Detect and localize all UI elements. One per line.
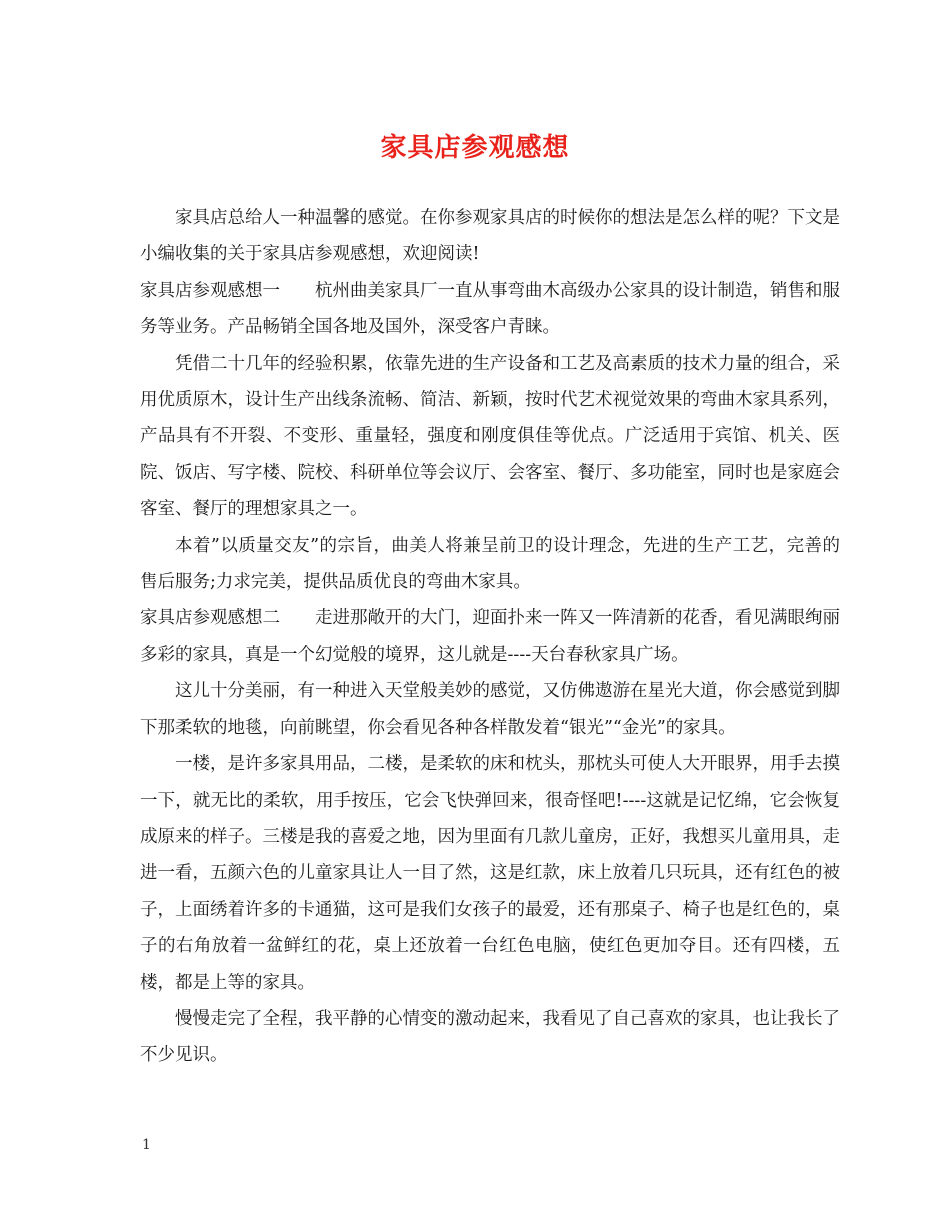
document-body [140,200,840,1074]
body-paragraph: 一楼，是许多家具用品，二楼，是柔软的床和枕头，那枕头可使人大开眼界，用手去摸一下，就无比的柔软，用手按压，它会飞快弹回来，很奇怪吧!----这就是记忆绵，它会恢复成原来的样子。三楼是我的喜爱之地，因为里面有几款儿童房，正好，我想买儿童用具，走进一看，五颜六色的儿童家具让人一目了然，这是红款，床上放着几只玩具，还有红色的被子，上面绣着许多的卡通猫，这可是我们女孩子的最爱，还有那桌子、椅子也是红色的，桌子的右角放着一盆鲜红的花，桌上还放着一台红色电脑，使红色更加夺目。还有四楼，五楼，都是上等的家具。 [140,754,840,993]
section-two-paragraph: 家具店参观感想二 走进那敞开的大门，迎面扑来一阵又一阵清新的花香，看见满眼绚丽多彩的家具，真是一个幻觉般的境界，这儿就是----天台春秋家具广场。 [140,608,840,665]
page-number: 1 [142,1137,151,1153]
section-one-paragraph: 家具店参观感想一 杭州曲美家具厂一直从事弯曲木高级办公家具的设计制造，销售和服务等业务。产品畅销全国各地及国外，深受客户青睐。 [140,280,840,338]
closing-paragraph: 慢慢走完了全程，我平静的心情变的激动起来，我看见了自己喜欢的家具，也让我长了不少见识。 [140,1008,840,1066]
body-paragraph: 本着”以质量交友”的宗旨，曲美人将兼呈前卫的设计理念，先进的生产工艺，完善的售后服务;力求完美，提供品质优良的弯曲木家具。 [140,535,840,593]
body-paragraph: 凭借二十几年的经验积累，依靠先进的生产设备和工艺及高素质的技术力量的组合，采用优质原木，设计生产出线条流畅、简洁、新颖，按时代艺术视觉效果的弯曲木家具系列，产品具有不开裂、不变形、重量轻，强度和刚度俱佳等优点。广泛适用于宾馆、机关、医院、饭店、写字楼、院校、科研单位等会议厅、会客室、餐厅、多功能室，同时也是家庭会客室、餐厅的理想家具之一。 [140,353,840,520]
document-title: 家具店参观感想 [380,133,570,163]
intro-paragraph: 家具店总给人一种温馨的感觉。在你参观家具店的时候你的想法是怎么样的呢？下文是小编收集的关于家具店参观感想，欢迎阅读! [140,208,840,265]
body-paragraph: 这儿十分美丽，有一种进入天堂般美妙的感觉，又仿佛遨游在星光大道，你会感觉到脚下那柔软的地毯，向前眺望，你会看见各种各样散发着“银光”“金光”的家具。 [140,681,840,738]
